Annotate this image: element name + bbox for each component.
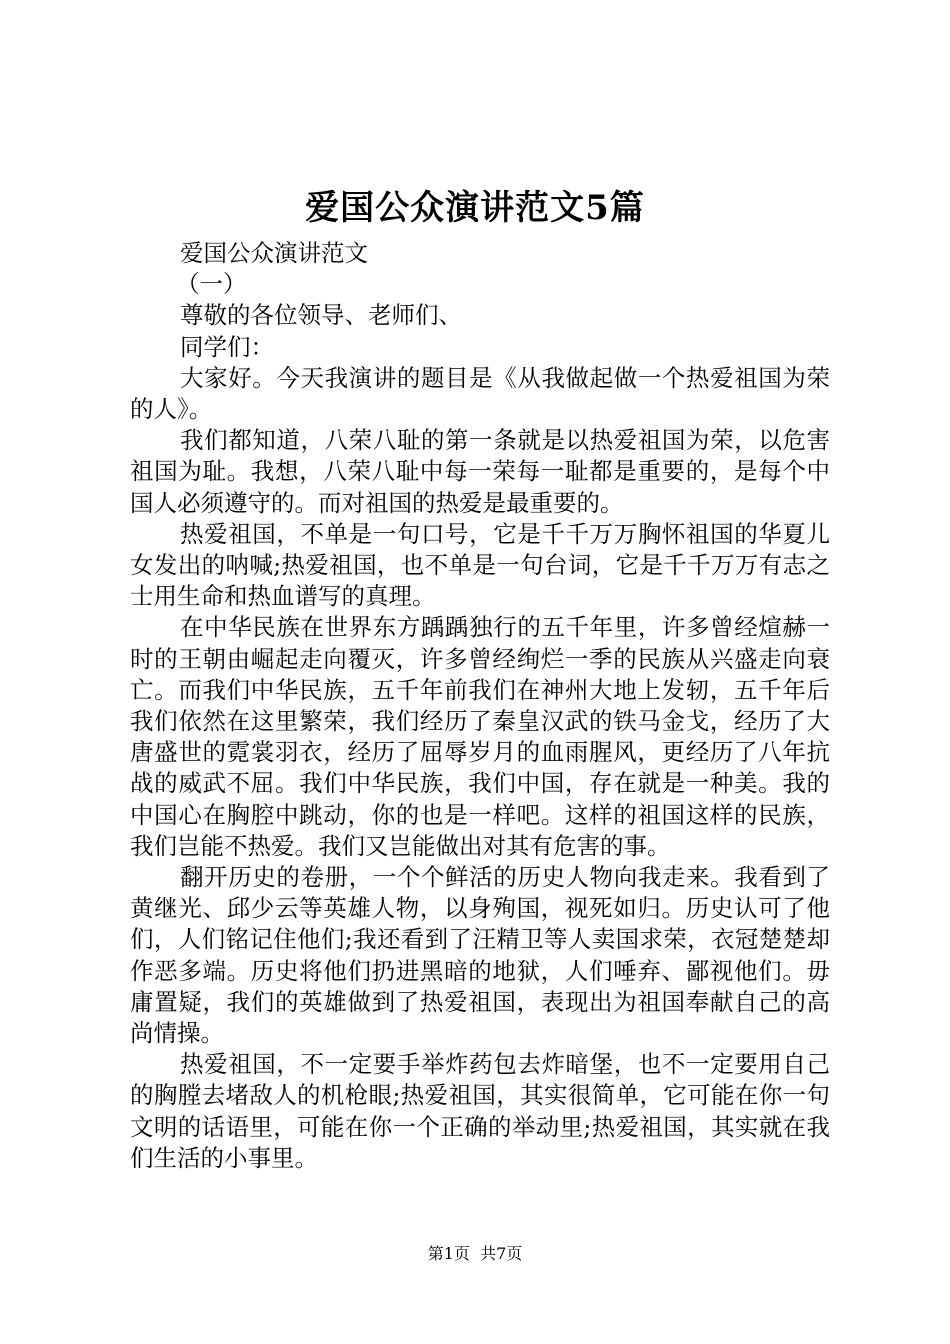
document-title: 爱国公众演讲范文5篇: [305, 188, 645, 228]
document-body: [130, 238, 830, 1174]
page-footer: [0, 1243, 950, 1265]
paragraph: 热爱祖国，不一定要手举炸药包去炸暗堡，也不一定要用自己的胸膛去堵敌人的机枪眼;热爱祖国，其实很简单，它可能在你一句文明的话语里，可能在你一个正确的举动里;热爱祖国，其实就在我们生活的小事里。: [130, 1050, 830, 1172]
paragraph: 大家好。今天我演讲的题目是《从我做起做一个热爱祖国为荣的人》。: [130, 363, 830, 424]
paragraph: 我们都知道，八荣八耻的第一条就是以热爱祖国为荣，以危害祖国为耻。我想，八荣八耻中每一荣每一耻都是重要的，是每个中国人必须遵守的。而对祖国的热爱是最重要的。: [130, 426, 830, 517]
page-number: 第1页: [427, 1244, 470, 1263]
paragraph: 在中华民族在世界东方踽踽独行的五千年里，许多曾经煊赫一时的王朝由崛起走向覆灭，许多曾经绚烂一季的民族从兴盛走向衰亡。而我们中华民族，五千年前我们在神州大地上发轫，五千年后我们依然在这里繁荣，我们经历了秦皇汉武的铁马金戈，经历了大唐盛世的霓裳羽衣，经历了屈辱岁月的血雨腥风，更经历了八年抗战的威武不屈。我们中华民族，我们中国，存在就是一种美。我的中国心在胸腔中跳动，你的也是一样吧。这样的祖国这样的民族，我们岂能不热爱。我们又岂能做出对其有危害的事。: [130, 613, 830, 860]
paragraph: 爱国公众演讲范文: [180, 239, 368, 267]
paragraph: 热爱祖国，不单是一句口号，它是千千万万胸怀祖国的华夏儿女发出的呐喊;热爱祖国，也不单是一句台词，它是千千万万有志之士用生命和热血谱写的真理。: [130, 519, 830, 611]
page-total: 共7页: [480, 1244, 523, 1263]
paragraph: （一）: [176, 270, 247, 299]
paragraph: 尊敬的各位领导、老师们、: [180, 301, 462, 330]
paragraph: 同学们：: [180, 332, 274, 361]
paragraph: 翻开历史的卷册，一个个鲜活的历史人物向我走来。我看到了黄继光、邱少云等英雄人物，以身殉国，视死如归。历史认可了他们，人们铭记住他们;我还看到了汪精卫等人卖国求荣，衣冠楚楚却作恶多端。历史将他们扔进黑暗的地狱，人们唾弃、鄙视他们。毋庸置疑，我们的英雄做到了热爱祖国，表现出为祖国奉献自己的高尚情操。: [130, 863, 830, 1048]
